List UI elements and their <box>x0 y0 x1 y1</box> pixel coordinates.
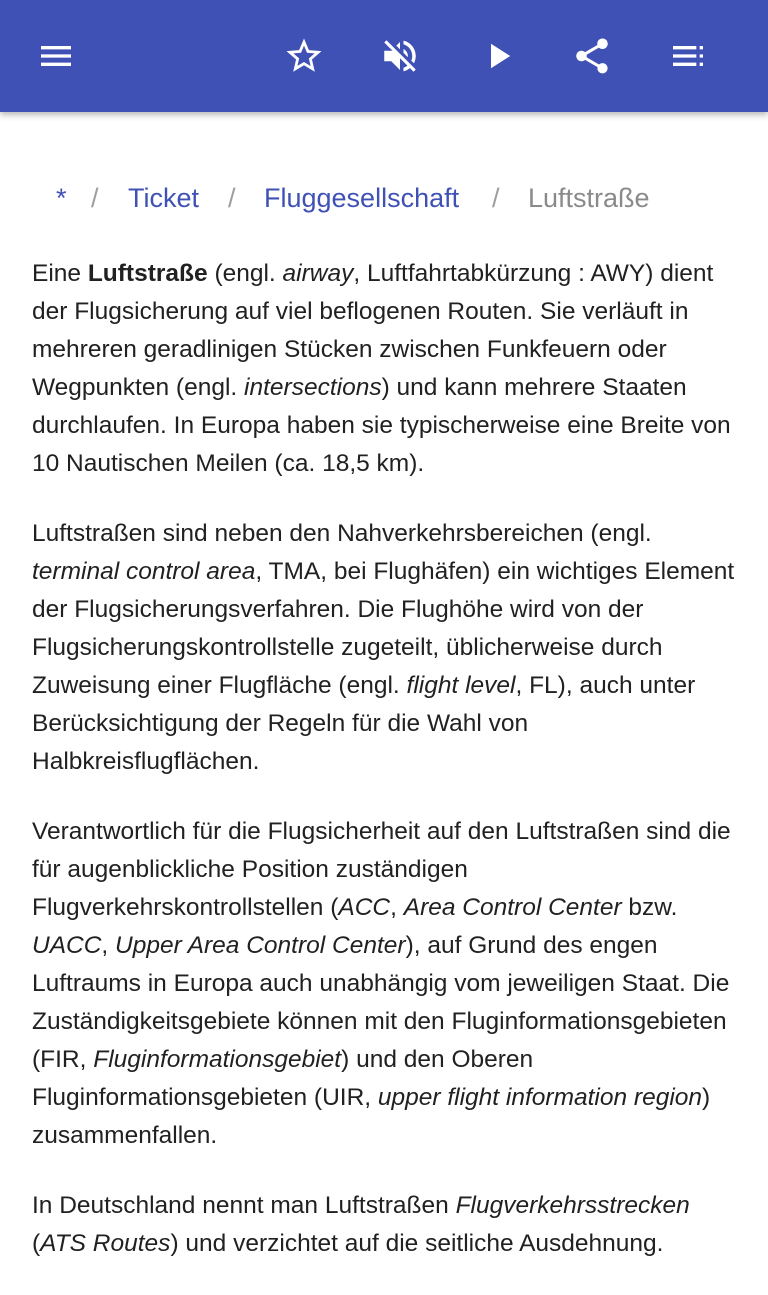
text-run: ) und kann mehrere Staaten durchlaufen. In Europa haben sie typischerweise eine Breite von 10 Nautischen Meilen (ca. 18,5 km). <box>32 374 731 477</box>
play-icon <box>477 35 519 77</box>
text-run: ) und verzichtet auf die seitliche Ausdehnung. <box>170 1230 664 1257</box>
playlist-icon <box>668 36 708 76</box>
menu-icon <box>36 36 76 76</box>
foreign-term: Area Control Center <box>403 894 622 921</box>
contents-button[interactable] <box>656 24 720 88</box>
text-run: , TMA, bei Flughäfen) ein wichtiges Element der Flugsicherungsverfahren. Die Flughöhe wird von der Flugsicherungskontrollstelle zugeteilt, üblicherweise durch Zuweisung einer Flugfläche (engl. <box>32 558 735 699</box>
bookmark-button[interactable] <box>272 24 336 88</box>
text-run: Luftstraßen sind neben den Nahverkehrsbereichen (engl. <box>32 520 652 547</box>
article-paragraph <box>32 255 736 483</box>
text-run: Verantwortlich für die Flugsicherheit auf den Luftstraßen sind die für augenblickliche Position zuständigen Flugverkehrskontrollstellen ( <box>32 818 731 921</box>
breadcrumb-current: Luftstraße <box>528 183 650 213</box>
text-run: , <box>101 932 116 959</box>
text-run: ( <box>32 1230 41 1257</box>
share-icon <box>571 35 613 77</box>
text-run: ) zusammenfallen. <box>32 1084 711 1149</box>
text-run: , Luftfahrtabkürzung : AWY) dient der Flugsicherung auf viel beflogenen Routen. Sie verläuft in mehreren geradlinigen Stücken zwischen Funkfeuern oder Wegpunkten (engl. <box>32 260 714 401</box>
foreign-term: intersections <box>244 374 382 401</box>
foreign-term: ACC <box>338 894 391 921</box>
text-run: bzw. <box>621 894 678 921</box>
text-run: , FL), auch unter Berücksichtigung der Regeln für die Wahl von Halbkreisflugflächen. <box>32 672 696 775</box>
breadcrumb-item-fluggesellschaft[interactable]: Fluggesellschaft <box>264 183 460 213</box>
article-paragraph <box>32 813 736 1155</box>
text-run: (engl. <box>207 260 283 287</box>
play-button[interactable] <box>466 24 530 88</box>
breadcrumb-item-ticket[interactable]: Ticket <box>128 183 200 213</box>
breadcrumb-separator: / <box>492 183 500 213</box>
article-paragraph <box>32 515 736 781</box>
volume-off-icon <box>379 35 421 77</box>
article-paragraph <box>32 1187 736 1263</box>
share-button[interactable] <box>560 24 624 88</box>
foreign-term: ATS Routes <box>40 1230 171 1257</box>
breadcrumb-root[interactable]: * <box>56 183 67 213</box>
foreign-term: upper flight information region <box>377 1084 703 1111</box>
article-term: Luftstraße <box>87 260 208 287</box>
foreign-term: Flugverkehrsstrecken <box>455 1192 690 1219</box>
article-body <box>32 255 736 1295</box>
text-run: Eine <box>32 260 88 287</box>
app-toolbar <box>0 0 768 112</box>
foreign-term: airway <box>282 260 354 287</box>
foreign-term: Upper Area Control Center <box>115 932 406 959</box>
text-run: In Deutschland nennt man Luftstraßen <box>32 1192 456 1219</box>
breadcrumb-separator: / <box>228 183 236 213</box>
text-run: ), auf Grund des engen Luftraums in Europa auch unabhängig vom jeweiligen Staat. Die Zuständigkeitsgebiete können mit den Fluginformationsgebieten (FIR, <box>32 932 730 1073</box>
breadcrumb <box>0 176 768 224</box>
foreign-term: flight level <box>406 672 516 699</box>
foreign-term: terminal control area <box>32 558 256 585</box>
mute-button[interactable] <box>368 24 432 88</box>
text-run: ) und den Oberen Fluginformationsgebieten (UIR, <box>32 1046 534 1111</box>
star-outline-icon <box>283 35 325 77</box>
menu-button[interactable] <box>24 24 88 88</box>
text-run: , <box>390 894 404 921</box>
foreign-term: Fluginformationsgebiet <box>93 1046 342 1073</box>
foreign-term: UACC <box>32 932 102 959</box>
breadcrumb-separator: / <box>91 183 99 213</box>
